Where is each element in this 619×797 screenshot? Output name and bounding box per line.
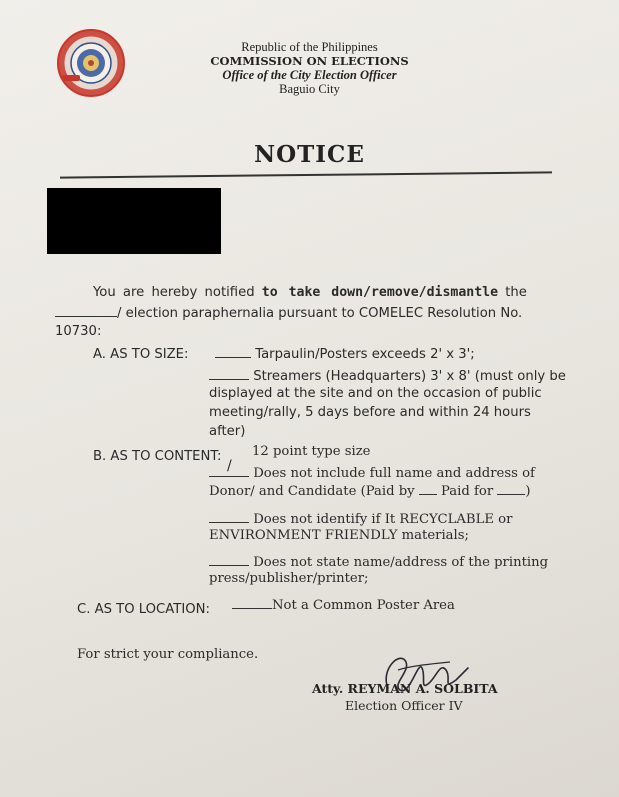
paid-for-blank <box>497 482 525 495</box>
section-a-item-2-line-2: displayed at the site and on the occasion of public <box>209 386 542 401</box>
section-b-item-3-line-1: Does not state name/address of the printing <box>253 555 549 570</box>
section-c-label: C. AS TO LOCATION: <box>77 602 210 617</box>
header-office: Office of the City Election Officer <box>222 68 397 82</box>
section-b-item-1-line-2 <box>209 482 531 499</box>
header-country: Republic of the Philippines <box>241 40 378 54</box>
section-a-item-1 <box>215 345 475 362</box>
closing-text: For strict your compliance. <box>77 647 259 662</box>
section-b-item-1 <box>209 458 535 481</box>
checkbox-blank <box>209 367 249 380</box>
checkbox-blank <box>209 510 249 523</box>
section-b-label: B. AS TO CONTENT: <box>93 449 222 464</box>
intro-line-1-bold: to take down/remove/dismantle <box>261 285 499 300</box>
section-b-item-3 <box>209 553 548 570</box>
section-c-item <box>232 596 455 613</box>
section-b-item-2-line-1: Does not identify if It RECYCLABLE or <box>253 512 513 527</box>
checkbox-blank <box>209 458 249 477</box>
intro-line-3: 10730: <box>55 324 102 339</box>
section-b-item-3-line-2: press/publisher/printer; <box>209 571 369 586</box>
signatory-position: Election Officer IV <box>345 698 463 713</box>
intro-line-1-post: the <box>505 285 527 300</box>
notice-title: NOTICE <box>254 141 365 168</box>
paid-by-blank <box>419 482 437 495</box>
section-a-item-1-text: Tarpaulin/Posters exceeds 2' x 3'; <box>255 347 475 362</box>
section-b-type-size: 12 point type size <box>252 444 371 459</box>
section-b-item-1-line-1: Does not include full name and address of <box>253 466 535 481</box>
check-mark: / <box>227 458 232 474</box>
section-b-item-2 <box>209 510 512 527</box>
section-a-item-2-line-3: meeting/rally, 5 days before and within 24 hours <box>209 405 531 420</box>
redacted-addressee <box>47 188 221 254</box>
checkbox-blank <box>209 553 249 566</box>
section-a-label: A. AS TO SIZE: <box>93 347 189 362</box>
header-city: Baguio City <box>279 82 340 96</box>
blank-field <box>55 304 117 317</box>
signatory-name: Atty. REYMAN A. SOLBITA <box>312 681 498 696</box>
title-underline <box>60 171 552 178</box>
paid-for-label: Paid for <box>441 484 494 499</box>
section-a-item-2-line-4: after) <box>209 424 246 439</box>
intro-line-2 <box>55 304 522 321</box>
intro-line-2-text: / election paraphernalia pursuant to COMELEC Resolution No. <box>117 306 523 321</box>
section-a-item-2 <box>209 367 566 384</box>
section-b-item-2-line-2: ENVIRONMENT FRIENDLY materials; <box>209 528 469 543</box>
section-a-item-2-line-1: Streamers (Headquarters) 3' x 8' (must only be <box>253 369 566 384</box>
checkbox-blank <box>215 345 251 358</box>
intro-line-1 <box>93 285 527 300</box>
closing-paren: ) <box>525 484 531 499</box>
section-c-item-text: Not a Common Poster Area <box>272 598 455 613</box>
paid-by-label: Donor/ and Candidate (Paid by <box>209 484 415 499</box>
intro-line-1-pre: You are hereby notified <box>93 285 255 300</box>
checkbox-blank <box>232 596 272 609</box>
header-agency: COMMISSION ON ELECTIONS <box>210 54 409 68</box>
